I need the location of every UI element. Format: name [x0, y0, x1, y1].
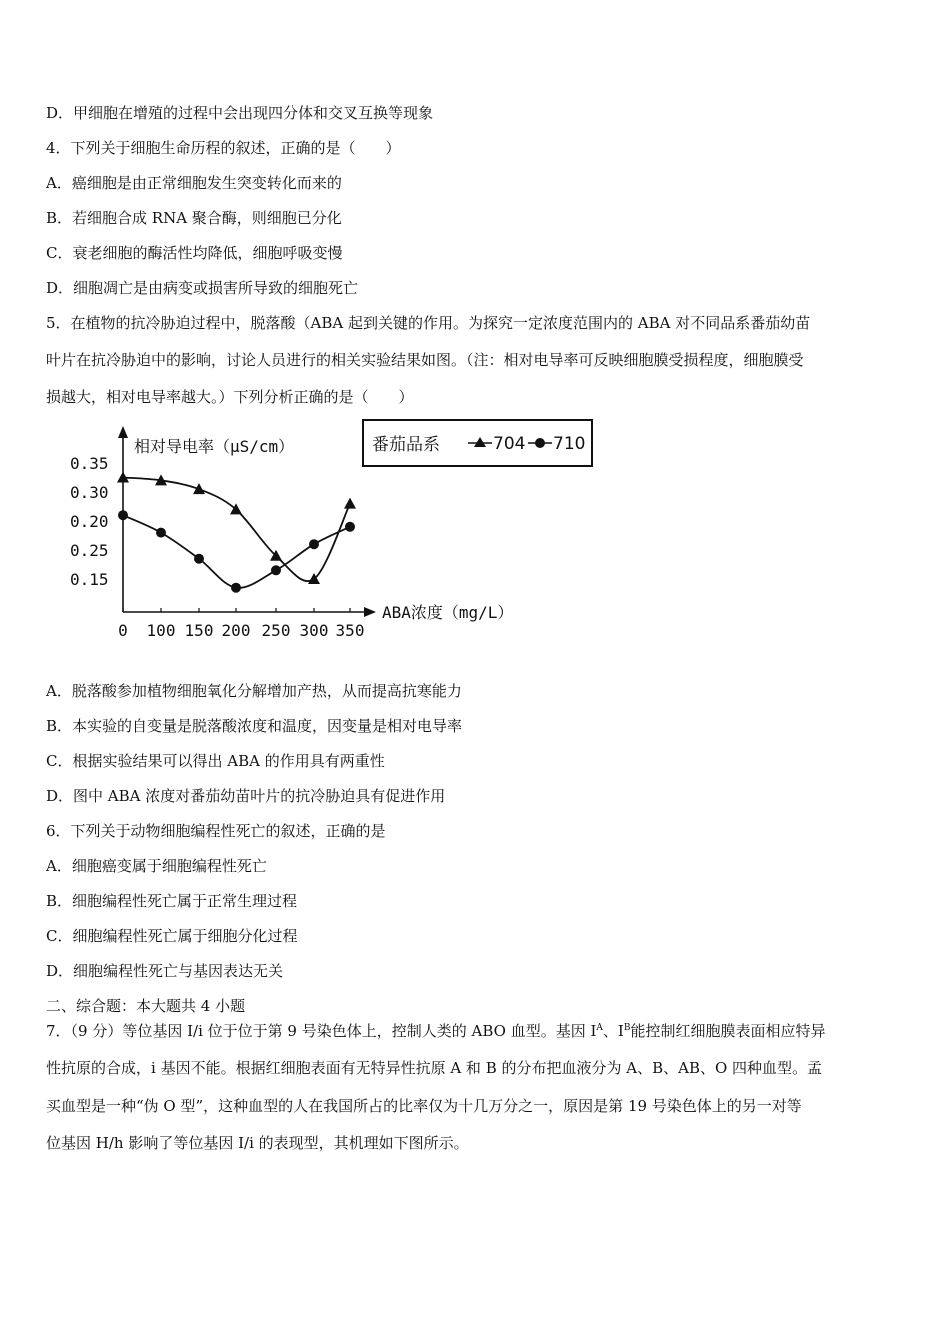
x-axis-label: ABA浓度（mg/L）: [382, 603, 514, 622]
series-line-704: [123, 478, 350, 582]
question-7-line-2: 性抗原的合成，i 基因不能。根据红细胞表面有无特异性抗原 A 和 B 的分布把血液分为 A、B、AB、O 四种血型。孟: [46, 1059, 823, 1077]
q7-text-c: 能控制红细胞膜表面相应特异: [630, 1022, 826, 1040]
legend-circle-icon: [535, 438, 545, 448]
x-tick-label: 300: [299, 621, 329, 640]
q4-option-a: A．癌细胞是由正常细胞发生突变转化而来的: [46, 174, 342, 192]
q6-option-b: B．细胞编程性死亡属于正常生理过程: [46, 892, 298, 910]
line-d-prev: D．甲细胞在增殖的过程中会出现四分体和交叉互换等现象: [46, 104, 434, 122]
q5-option-c: C．根据实验结果可以得出 ABA 的作用具有两重性: [46, 752, 385, 770]
question-7-line-1: [46, 1021, 906, 1041]
q7-text-a: 7．（9 分）等位基因 I/i 位于位于第 9 号染色体上，控制人类的 ABO 血型。基因 I: [46, 1022, 597, 1040]
q4-option-d: D．细胞凋亡是由病变或损害所导致的细胞死亡: [46, 279, 359, 297]
data-point-710: [118, 510, 128, 520]
q5-option-d: D．图中 ABA 浓度对番茄幼苗叶片的抗冷胁迫具有促进作用: [46, 787, 446, 805]
y-tick-label: 0.35: [70, 454, 109, 473]
aba-conductivity-chart: [60, 412, 620, 648]
q6-option-a: A．细胞癌变属于细胞编程性死亡: [46, 857, 267, 875]
q6-option-d: D．细胞编程性死亡与基因表达无关: [46, 962, 284, 980]
section-heading: 二、综合题：本大题共 4 小题: [46, 997, 246, 1015]
question-6: 6．下列关于动物细胞编程性死亡的叙述，正确的是: [46, 822, 386, 840]
x-axis-arrow: [364, 607, 376, 617]
q6-option-c: C．细胞编程性死亡属于细胞分化过程: [46, 927, 298, 945]
legend-label-710: 710: [553, 434, 586, 454]
y-tick-label: 0.15: [70, 570, 109, 589]
q7-text-b: 、I: [602, 1022, 624, 1040]
q7-sup-a: A: [596, 1023, 603, 1033]
x-tick-label: 100: [146, 621, 176, 640]
question-5-line-2: 叶片在抗冷胁迫中的影响，讨论人员进行的相关实验结果如图。（注：相对电导率可反映细胞膜受损程度，细胞膜受: [46, 351, 804, 369]
y-tick-label: 0.20: [70, 512, 109, 531]
x-tick-label: 0: [118, 621, 128, 640]
legend-title: 番茄品系: [372, 435, 440, 455]
y-axis-arrow: [118, 426, 128, 438]
x-tick-label: 200: [221, 621, 251, 640]
chart-series: [117, 472, 356, 593]
x-tick-label: 250: [261, 621, 291, 640]
y-axis-label: 相对导电率（μS/cm）: [134, 437, 295, 456]
data-point-710: [231, 583, 241, 593]
y-tick-label: 0.25: [70, 541, 109, 560]
question-7-line-4: 位基因 H/h 影响了等位基因 I/i 的表现型，其机理如下图所示。: [46, 1134, 469, 1152]
x-tick-label: 350: [335, 621, 365, 640]
x-tick-label: 150: [184, 621, 214, 640]
data-point-710: [345, 522, 355, 532]
data-point-704: [193, 483, 205, 494]
question-7-line-3: 买血型是一种“伪 O 型”，这种血型的人在我国所占的比率仅为十几万分之一，原因是第 19 号染色体上的另一对等: [46, 1097, 802, 1115]
data-point-710: [194, 554, 204, 564]
q4-option-c: C．衰老细胞的酶活性均降低，细胞呼吸变慢: [46, 244, 343, 262]
data-point-710: [156, 528, 166, 538]
q4-option-b: B．若细胞合成 RNA 聚合酶，则细胞已分化: [46, 209, 342, 227]
question-4: 4．下列关于细胞生命历程的叙述，正确的是（ ）: [46, 139, 401, 157]
data-point-710: [271, 565, 281, 575]
legend-label-704: 704: [493, 434, 526, 454]
data-point-704: [344, 498, 356, 509]
q5-option-a: A．脱落酸参加植物细胞氧化分解增加产热，从而提高抗寒能力: [46, 682, 462, 700]
y-tick-label: 0.30: [70, 483, 109, 502]
data-point-710: [309, 539, 319, 549]
q5-option-b: B．本实验的自变量是脱落酸浓度和温度，因变量是相对电导率: [46, 717, 463, 735]
question-5-line-1: 5．在植物的抗冷胁迫过程中，脱落酸（ABA 起到关键的作用。为探究一定浓度范围内的 ABA 对不同品系番茄幼苗: [46, 314, 811, 332]
question-5-line-3: 损越大，相对电导率越大。）下列分析正确的是（ ）: [46, 388, 414, 406]
chart-legend: [363, 420, 592, 466]
q7-sup-b: B: [623, 1023, 631, 1033]
